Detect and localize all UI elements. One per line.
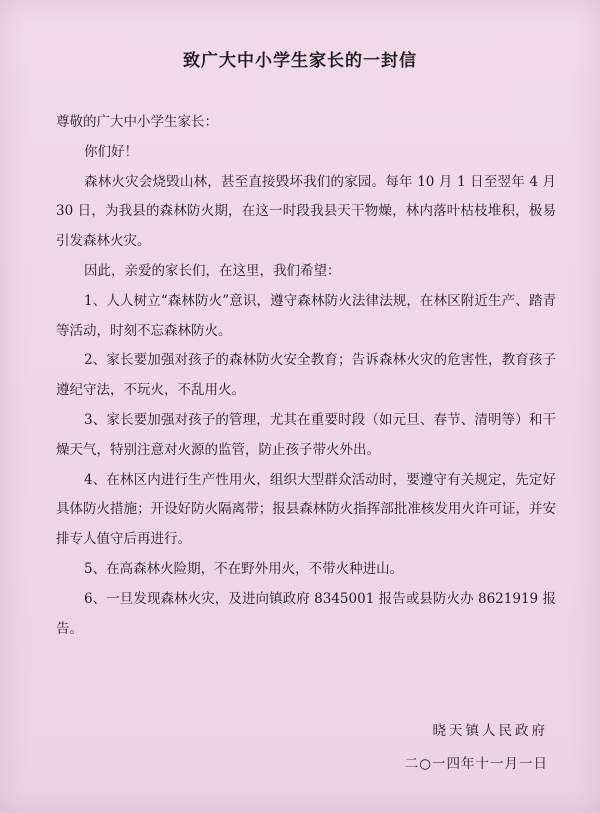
intro-paragraph: 森林火灾会烧毁山林，甚至直接毁坏我们的家园。每年 10 月 1 日至翌年 4 月 30 日，为我县的森林防火期，在这一时段我县天干物燥，林内落叶枯枝堆积，极易引发森林火灾。 (56, 173, 556, 250)
lead-paragraph: 因此，亲爱的家长们，在这里，我们希望： (84, 262, 341, 279)
salutation: 尊敬的广大中小学生家长： (56, 114, 218, 130)
list-item-5: 5、在高森林火险期，不在野外用火，不带火种进山。 (84, 560, 404, 577)
letter-title: 致广大中小学生家长的一封信 (183, 51, 417, 71)
list-item-1: 1、人人树立“森林防火”意识，遵守森林防火法律法规，在林区附近生产、踏青等活动，时刻不忘森林防火。 (56, 292, 556, 339)
signature-organization: 晓天镇人民政府 (432, 723, 548, 739)
letter-body (56, 108, 556, 644)
greeting: 你们好！ (84, 143, 138, 160)
list-item-2: 2、家长要加强对孩子的森林防火安全教育；告诉森林火灾的危害性，教育孩子遵纪守法，不玩火，不乱用火。 (56, 352, 556, 399)
list-item-3: 3、家长要加强对孩子的管理，尤其在重要时段（如元旦、春节、清明等）和干燥天气，特别注意对火源的监管，防止孩子带火外出。 (56, 411, 556, 458)
list-item-4: 4、在林区内进行生产性用火，组织大型群众活动时，要遵守有关规定，先定好具体防火措施；开设好防火隔离带；报县森林防火指挥部批准核发用火许可证，并安排专人值守后再进行。 (56, 471, 556, 548)
list-item-6: 6、一旦发现森林火灾，及进向镇政府 8345001 报告或县防火办 8621919 报告。 (56, 590, 556, 637)
signature-date: 二○一四年十一月一日 (404, 756, 548, 772)
